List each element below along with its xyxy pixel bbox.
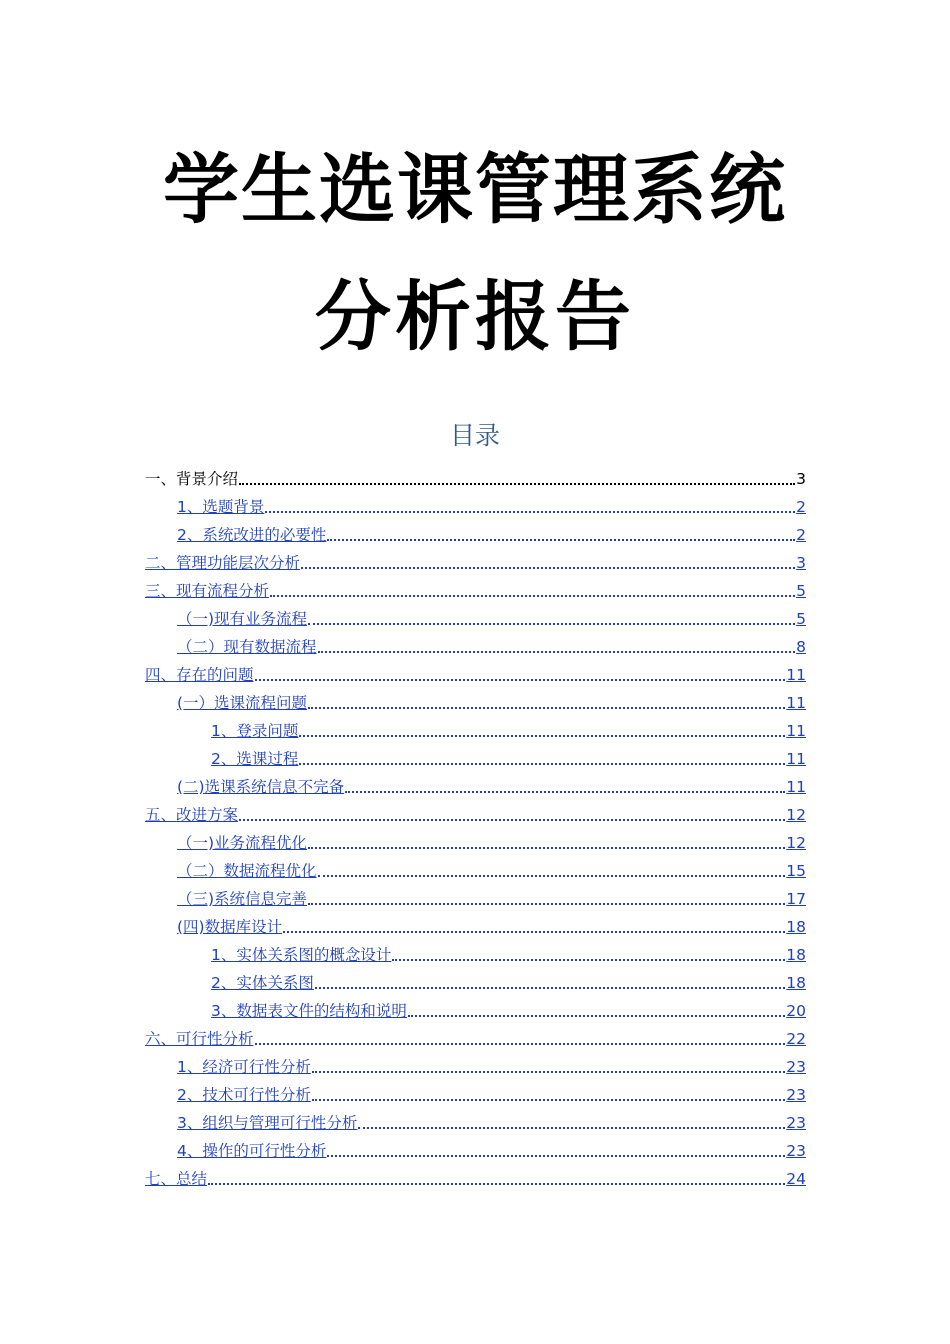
toc-entry[interactable]: [145, 546, 806, 574]
toc-entry-page-number: 18: [786, 918, 806, 936]
toc-entry-label: （二）现有数据流程: [177, 638, 317, 656]
toc-dot-leader: [308, 622, 795, 625]
toc-entry-page-number: 3: [796, 554, 806, 572]
toc-entry[interactable]: [145, 1134, 806, 1162]
toc-entry-page-number: 24: [786, 1170, 806, 1188]
toc-dot-leader: [239, 818, 785, 821]
toc-entry-label: 2、系统改进的必要性: [177, 526, 327, 544]
toc-entry-page-number: 18: [786, 974, 806, 992]
toc-dot-leader: [239, 482, 795, 485]
toc-entry-label: 五、改进方案: [145, 806, 239, 824]
toc-dot-leader: [283, 930, 785, 933]
toc-entry-page-number: 2: [796, 498, 806, 516]
toc-entry-page-number: 23: [786, 1058, 806, 1076]
toc-entry-page-number: 22: [786, 1030, 806, 1048]
toc-dot-leader: [392, 958, 785, 961]
toc-entry-label: (一）选课流程问题: [177, 694, 308, 712]
toc-entry[interactable]: [145, 630, 806, 658]
toc-entry[interactable]: [145, 994, 806, 1022]
toc-dot-leader: [318, 650, 796, 653]
toc-dot-leader: [308, 706, 785, 709]
toc-dot-leader: [301, 566, 795, 569]
toc-entry[interactable]: [145, 1078, 806, 1106]
toc-entry[interactable]: [145, 826, 806, 854]
toc-entry-page-number: 23: [786, 1142, 806, 1160]
toc-entry[interactable]: [145, 518, 806, 546]
toc-entry-label: 3、数据表文件的结构和说明: [211, 1002, 407, 1020]
toc-entry-page-number: 20: [786, 1002, 806, 1020]
toc-entry-label: 2、选课过程: [211, 750, 299, 768]
toc-dot-leader: [327, 538, 795, 541]
toc-entry[interactable]: [145, 602, 806, 630]
toc-entry-label: 2、实体关系图: [211, 974, 314, 992]
toc-dot-leader: [255, 1042, 786, 1045]
toc-entry-label: （一)业务流程优化: [177, 834, 308, 852]
toc-entry[interactable]: [145, 658, 806, 686]
toc-entry[interactable]: [145, 966, 806, 994]
toc-entry-page-number: 11: [786, 694, 806, 712]
toc-dot-leader: [315, 986, 785, 989]
toc-entry-label: 二、管理功能层次分析: [145, 554, 301, 572]
toc-entry-label: 1、选题背景: [177, 498, 265, 516]
toc-entry-label: 1、登录问题: [211, 722, 299, 740]
toc-entry-page-number: 5: [796, 582, 806, 600]
toc-dot-leader: [308, 846, 785, 849]
toc-dot-leader: [208, 1182, 785, 1185]
toc-entry-page-number: 3: [796, 470, 806, 488]
toc-dot-leader: [312, 1098, 785, 1101]
toc-entry-page-number: 5: [796, 610, 806, 628]
toc-dot-leader: [345, 790, 785, 793]
toc-entry[interactable]: [145, 686, 806, 714]
toc-entry[interactable]: [145, 1050, 806, 1078]
toc-dot-leader: [299, 734, 785, 737]
toc-entry-label: （一)现有业务流程: [177, 610, 308, 628]
toc-entry-page-number: 17: [786, 890, 806, 908]
toc-entry-label: 七、总结: [145, 1170, 208, 1188]
toc-dot-leader: [265, 510, 795, 513]
toc-entry-page-number: 12: [786, 834, 806, 852]
toc-dot-leader: [358, 1126, 785, 1129]
toc-entry[interactable]: [145, 742, 806, 770]
toc-entry-label: 4、操作的可行性分析: [177, 1142, 327, 1160]
toc-entry[interactable]: [145, 882, 806, 910]
toc-entry[interactable]: [145, 714, 806, 742]
toc-entry[interactable]: [145, 770, 806, 798]
toc-entry-page-number: 11: [786, 666, 806, 684]
toc-entry-label: 3、组织与管理可行性分析: [177, 1114, 358, 1132]
toc-entry-page-number: 11: [786, 778, 806, 796]
toc-entry[interactable]: [145, 1022, 806, 1050]
toc-heading: 目录: [449, 421, 500, 450]
toc-entry-label: 2、技术可行性分析: [177, 1086, 311, 1104]
toc-entry-page-number: 8: [796, 638, 806, 656]
toc-dot-leader: [327, 1154, 785, 1157]
table-of-contents: [145, 462, 806, 1190]
toc-entry-label: 四、存在的问题: [145, 666, 254, 684]
document-title-line-1: 学生选课管理系统: [163, 145, 787, 234]
toc-entry-page-number: 2: [796, 526, 806, 544]
toc-entry-label: 一、背景介绍: [145, 470, 239, 488]
toc-entry[interactable]: [145, 798, 806, 826]
toc-dot-leader: [270, 594, 795, 597]
toc-entry[interactable]: [145, 1162, 806, 1190]
toc-dot-leader: [255, 678, 786, 681]
toc-dot-leader: [318, 874, 786, 877]
toc-entry[interactable]: [145, 910, 806, 938]
toc-dot-leader: [312, 1070, 785, 1073]
toc-entry-page-number: 12: [786, 806, 806, 824]
toc-dot-leader: [308, 902, 785, 905]
document-title-line-2: 分析报告: [315, 272, 635, 361]
toc-entry-page-number: 11: [786, 750, 806, 768]
toc-entry-label: (二)选课系统信息不完备: [177, 778, 345, 796]
toc-entry-label: (四)数据库设计: [177, 918, 283, 936]
toc-entry[interactable]: [145, 490, 806, 518]
toc-entry[interactable]: [145, 1106, 806, 1134]
toc-entry-label: 1、经济可行性分析: [177, 1058, 311, 1076]
toc-entry-label: （三)系统信息完善: [177, 890, 308, 908]
toc-dot-leader: [299, 762, 785, 765]
toc-entry[interactable]: [145, 854, 806, 882]
toc-entry-page-number: 15: [786, 862, 806, 880]
toc-entry-page-number: 23: [786, 1114, 806, 1132]
toc-entry[interactable]: [145, 574, 806, 602]
toc-entry-label: （二）数据流程优化: [177, 862, 317, 880]
toc-entry-page-number: 23: [786, 1086, 806, 1104]
toc-entry-label: 1、实体关系图的概念设计: [211, 946, 392, 964]
toc-entry[interactable]: [145, 938, 806, 966]
toc-entry-page-number: 11: [786, 722, 806, 740]
toc-dot-leader: [408, 1014, 785, 1017]
toc-entry: [145, 462, 806, 490]
toc-entry-page-number: 18: [786, 946, 806, 964]
toc-entry-label: 六、可行性分析: [145, 1030, 254, 1048]
toc-entry-label: 三、现有流程分析: [145, 582, 270, 600]
